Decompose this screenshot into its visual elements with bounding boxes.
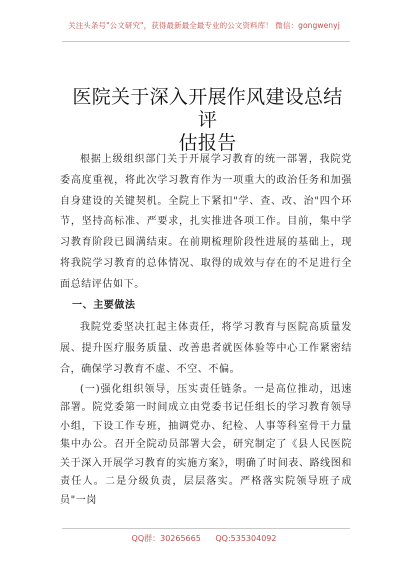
footer-divider: [62, 528, 350, 529]
intro-paragraph: 根据上级组织部门关于开展学习教育的统一部署，我院党委高度重视，将此次学习教育作为一项重大的政治任务和加强自身建设的关键契机。全院上下紧扣"学、查、改、治"四个环节，坚持高标准、严要求，扎实推进各项工作。目前，集中学习教育阶段已圆满结束。在前期梳理阶段性进展的基础上，现将我院学习教育的总体情况、取得的成效与存在的不足进行全面总结评估如下。: [60, 154, 352, 290]
body-paragraph: 我院党委坚决扛起主体责任，将学习教育与医院高质量发展、提升医疗服务质量、改善患者就医体验等中心工作紧密结合，确保学习教育不虚、不空、不偏。: [60, 322, 352, 375]
page-footer: [0, 533, 408, 544]
footer-qq-group: QQ群：30265665: [131, 534, 201, 543]
body-paragraph: (一)强化组织领导，压实责任链条。一是高位推动，迅速部署。院党委第一时间成立由党委书记任组长的学习教育领导小组，下设工作专班，抽调党办、纪检、人事等科室骨干力量集中办公。召开全院动员部署大会，研究制定了《县人民医院关于深入开展学习教育的实施方案》，明确了时间表、路线图和责任人。二是分级负责，层层落实。严格落实院领导班子成员"一岗: [60, 383, 352, 506]
section-heading-main-practices: 一、主要做法: [72, 299, 136, 311]
document-title-line-2: 估报告: [178, 132, 237, 154]
document-title: [70, 86, 345, 155]
document-title-line-1: 医院关于深入开展作风建设总结评: [72, 86, 343, 131]
page-header-promo: 关注头条号"公文研究"，获得最新最全最专业的公文资料库！ 微信：gongwenyj: [68, 21, 340, 30]
header-divider: [62, 41, 350, 42]
document-body: [60, 150, 352, 510]
footer-qq: QQ:535304092: [215, 534, 277, 543]
